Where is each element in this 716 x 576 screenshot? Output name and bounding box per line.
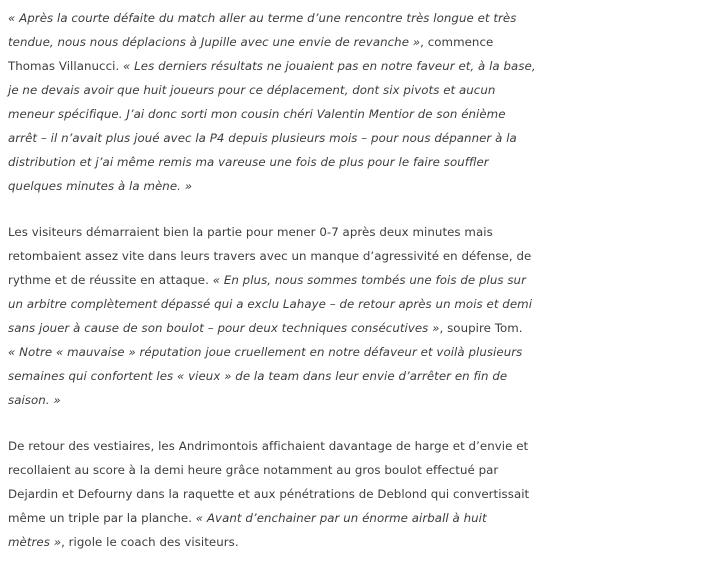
text-line: [8, 340, 710, 364]
quote-text: distribution et j’ai même remis ma vareuse une fois de plus pour le faire souffler: [8, 155, 489, 169]
text-line: [8, 268, 710, 292]
narration-text: retombaient assez vite dans leurs travers avec un manque d’agressivité en défense, de: [8, 249, 532, 263]
quote-text: « Après la courte défaite du match aller au terme d’une rencontre très longue et très: [8, 11, 517, 25]
quote-text: quelques minutes à la mène. »: [8, 179, 193, 193]
text-line: [8, 364, 710, 388]
quote-text: « Notre « mauvaise » réputation joue cruellement en notre défaveur et voilà plusieurs: [8, 345, 523, 359]
narration-text: De retour des vestiaires, les Andrimontois affichaient davantage de harge et d’envie et: [8, 439, 529, 453]
article-paragraph: [8, 220, 710, 412]
narration-text: rythme et de réussite en attaque.: [8, 273, 213, 287]
text-line: [8, 244, 710, 268]
quote-text: « Les derniers résultats ne jouaient pas en notre faveur et, à la base,: [123, 59, 536, 73]
text-line: [8, 434, 710, 458]
quote-text: tendue, nous nous déplacions à Jupille avec une envie de revanche »: [8, 35, 421, 49]
quote-text: « Avant d’enchainer par un énorme airball à huit: [195, 511, 487, 525]
quote-text: semaines qui confortent les « vieux » de la team dans leur envie d’arrêter en fin de: [8, 369, 508, 383]
narration-text: , commence: [420, 35, 494, 49]
text-line: [8, 482, 710, 506]
quote-text: meneur spécifique. J’ai donc sorti mon cousin chéri Valentin Mentior de son énième: [8, 107, 506, 121]
narration-text: Thomas Villanucci.: [8, 59, 124, 73]
text-line: [8, 292, 710, 316]
narration-text: Dejardin et Defourny dans la raquette et aux pénétrations de Deblond qui convertissait: [8, 487, 530, 501]
narration-text: recollaient au score à la demi heure grâce notamment au gros boulot effectué par: [8, 463, 499, 477]
quote-text: mètres »: [8, 535, 62, 549]
text-line: [8, 530, 710, 554]
quote-text: sans jouer à cause de son boulot – pour deux techniques consécutives »: [8, 321, 440, 335]
text-line: [8, 6, 710, 30]
text-line: [8, 316, 710, 340]
quote-text: saison. »: [8, 393, 61, 407]
text-line: [8, 102, 710, 126]
text-line: [8, 126, 710, 150]
text-line: [8, 78, 710, 102]
quote-text: arrêt – il n’avait plus joué avec la P4 depuis plusieurs mois – pour nous dépanner à la: [8, 131, 517, 145]
narration-text: même un triple par la planche.: [8, 511, 196, 525]
article-paragraph: [8, 434, 710, 554]
narration-text: Les visiteurs démarraient bien la partie pour mener 0-7 après deux minutes mais: [8, 225, 493, 239]
quote-text: je ne devais avoir que huit joueurs pour ce déplacement, dont six pivots et aucun: [8, 83, 496, 97]
text-line: [8, 388, 710, 412]
article-body: [8, 6, 710, 576]
text-line: [8, 174, 710, 198]
text-line: [8, 54, 710, 78]
article-paragraph: [8, 6, 710, 198]
text-line: [8, 458, 710, 482]
text-line: [8, 220, 710, 244]
quote-text: un arbitre complètement dépassé qui a exclu Lahaye – de retour après un mois et demi: [8, 297, 533, 311]
text-line: [8, 150, 710, 174]
narration-text: , soupire Tom.: [439, 321, 523, 335]
narration-text: , rigole le coach des visiteurs.: [61, 535, 239, 549]
text-line: [8, 506, 710, 530]
quote-text: « En plus, nous sommes tombés une fois de plus sur: [212, 273, 526, 287]
text-line: [8, 30, 710, 54]
